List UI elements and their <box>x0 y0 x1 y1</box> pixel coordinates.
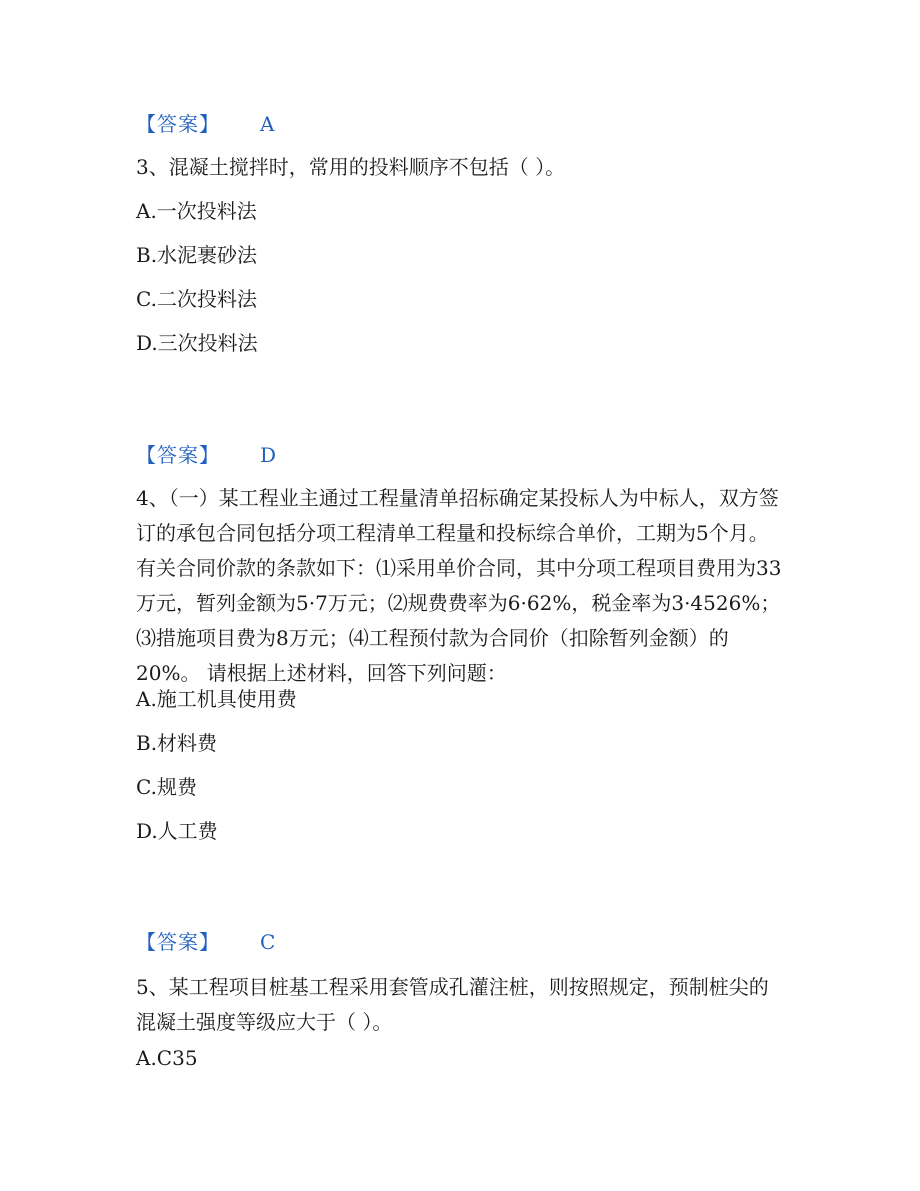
answer-letter: D <box>260 443 277 467</box>
option-d: D.三次投料法 <box>136 331 258 355</box>
option-b: B.材料费 <box>136 731 218 755</box>
answer-row <box>136 441 276 469</box>
option-a: A.C35 <box>136 1046 198 1070</box>
option-d: D.人工费 <box>136 819 218 843</box>
option-a: A.一次投料法 <box>136 199 257 223</box>
question-3: 3、混凝土搅拌时，常用的投料顺序不包括（ ）。 <box>136 155 566 179</box>
answer-row <box>136 928 275 956</box>
question-5: 5、某工程项目桩基工程采用套管成孔灌注桩，则按照规定，预制桩尖的混凝土强度等级应大于（ ）。 <box>136 975 769 1034</box>
question-4: 4、（一）某工程业主通过工程量清单招标确定某投标人为中标人，双方签订的承包合同包括分项工程清单工程量和投标综合单价，工期为5个月。有关合同价款的条款如下：⑴采用单价合同，其中分项工程项目费用为33万元，暂列金额为5·7万元；⑵规费费率为6·62%，税金率为3·4526%；⑶措施项目费为8万元；⑷工程预付款为合同价（扣除暂列金额）的20%。 请根据上述材料，回答下列问题： <box>136 486 782 685</box>
option-c: C.规费 <box>136 775 197 799</box>
option-c: C.二次投料法 <box>136 287 257 311</box>
answer-letter: A <box>260 112 275 136</box>
answer-letter: C <box>260 930 276 954</box>
answer-tag: 【答案】 <box>136 930 220 954</box>
answer-tag: 【答案】 <box>136 443 220 467</box>
option-a: A.施工机具使用费 <box>136 687 297 711</box>
answer-row <box>136 110 274 138</box>
answer-tag: 【答案】 <box>136 112 220 136</box>
option-b: B.水泥裹砂法 <box>136 243 258 267</box>
